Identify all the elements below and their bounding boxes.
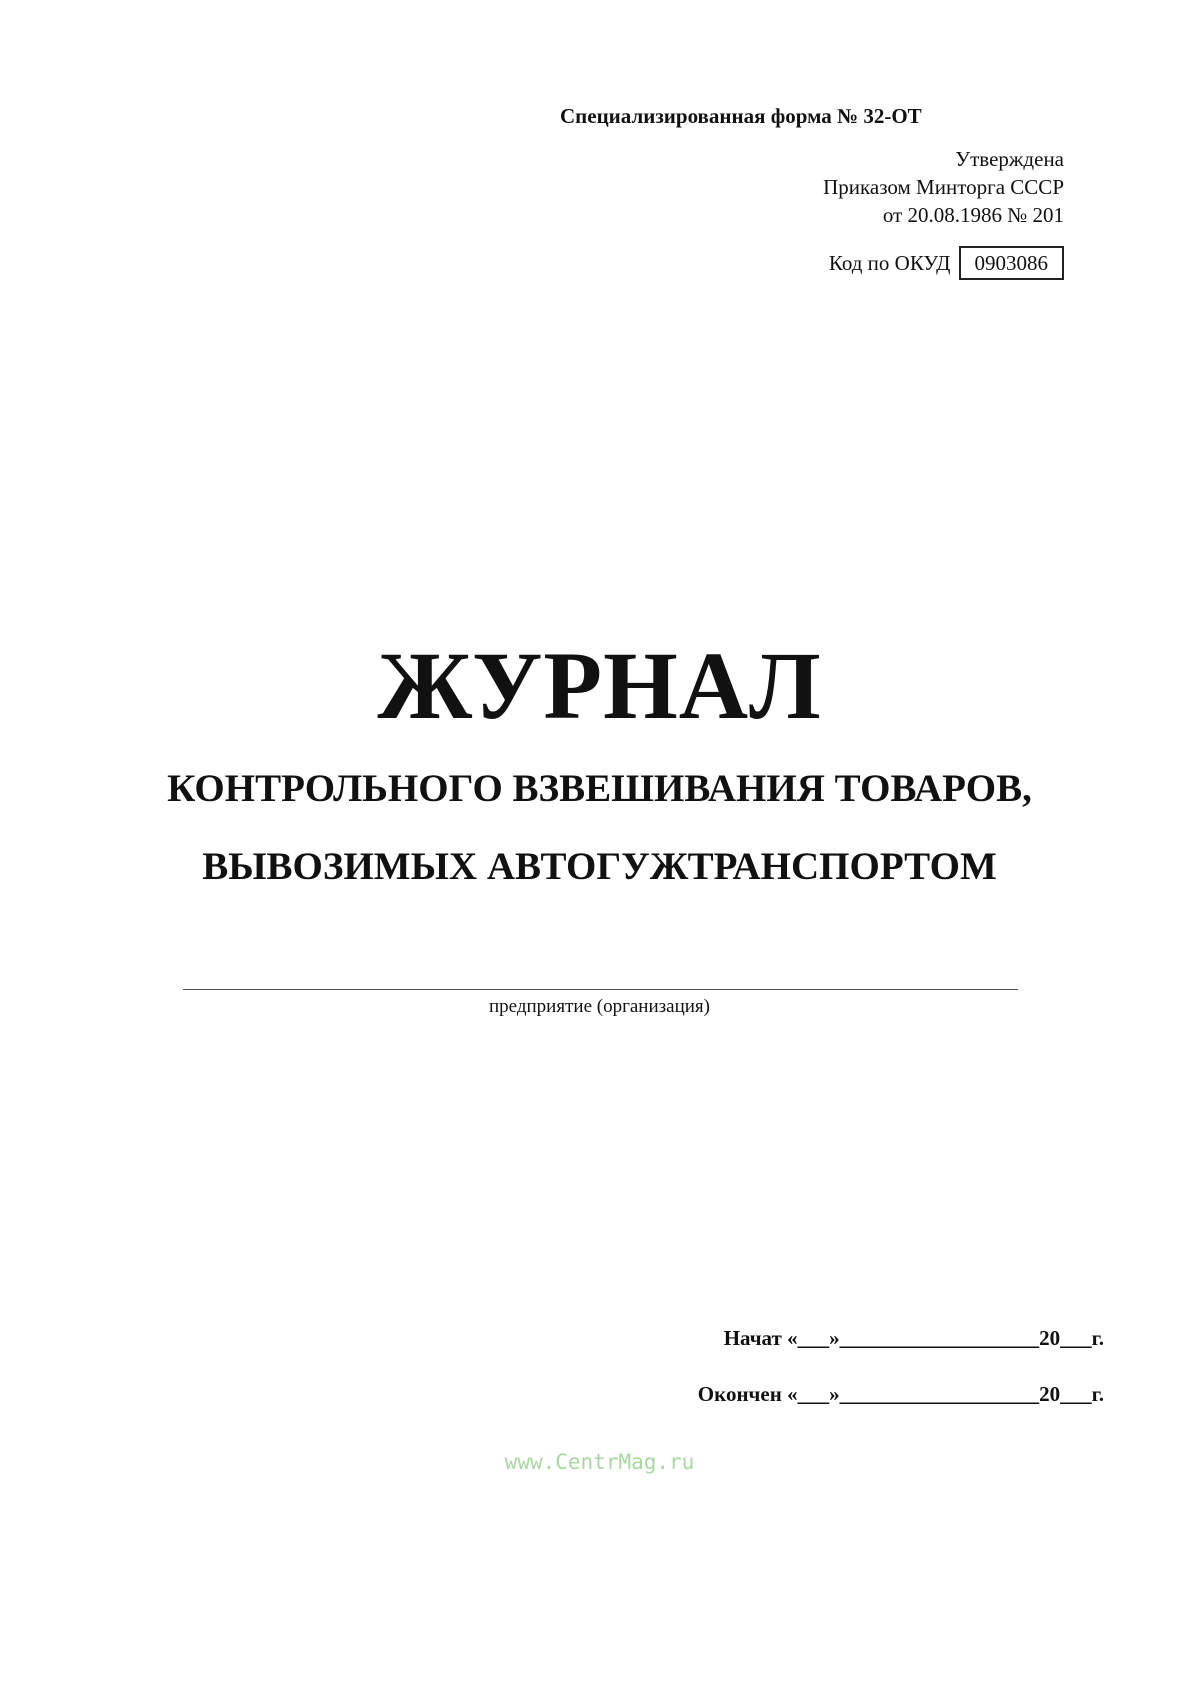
approval-line: Приказом Минторга СССР <box>823 175 1064 199</box>
okud-code-box: 0903086 <box>959 246 1065 280</box>
journal-subtitle-line-1: КОНТРОЛЬНОГО ВЗВЕШИВАНИЯ ТОВАРОВ, <box>167 767 1032 810</box>
organization-fill-line <box>183 989 1018 990</box>
journal-subtitle-line-2: ВЫВОЗИМЫХ АВТОГУЖТРАНСПОРТОМ <box>202 845 997 888</box>
form-name: Специализированная форма № 32-ОТ <box>560 104 922 128</box>
approval-block <box>664 145 1064 229</box>
organization-caption: предприятие (организация) <box>489 996 710 1017</box>
okud-block <box>829 246 1064 280</box>
journal-title: ЖУРНАЛ <box>377 632 822 739</box>
approval-line: от 20.08.1986 № 201 <box>882 203 1064 227</box>
watermark-text: www.CentrMag.ru <box>504 1450 695 1474</box>
finished-date-line: Окончен «___»___________________20___г. <box>697 1382 1104 1406</box>
okud-label: Код по ОКУД <box>828 250 951 275</box>
approval-line: Утверждена <box>955 147 1064 171</box>
started-date-line: Начат «___»___________________20___г. <box>723 1326 1104 1350</box>
